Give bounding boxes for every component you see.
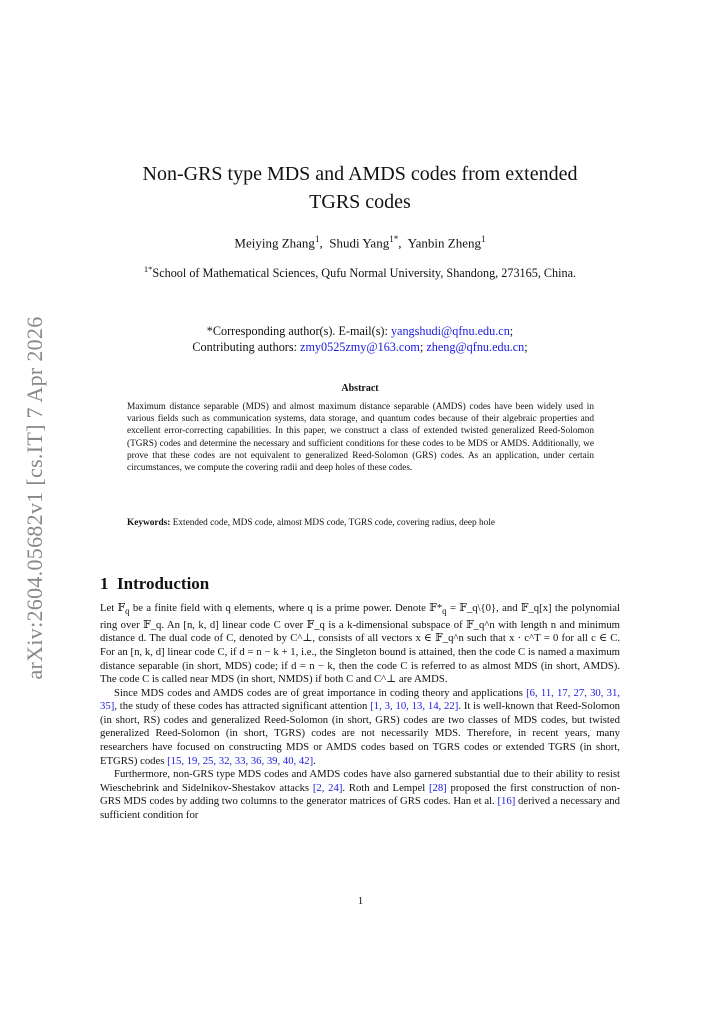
text-run: Since MDS codes and AMDS codes are of great importance in coding theory and applications [114,686,527,699]
author-affil-mark: 1 [481,234,486,244]
paragraph [100,602,620,687]
section-heading [100,574,209,594]
corresponding-label: *Corresponding author(s). E-mail(s): [206,324,388,338]
text-run: . Roth and Lempel [342,781,429,794]
keywords-text: Extended code, MDS code, almost MDS code, TGRS code, covering radius, deep hole [172,518,496,528]
section-body [100,602,620,823]
citation-link[interactable]: [16] [497,795,516,808]
text-run: be a finite field with q elements, where q is a prime power. Denote 𝔽* [129,602,443,614]
contributing-line: Contributing authors: zmy0525zmy@163.com; zheng@qfnu.edu.cn; [192,340,528,354]
author-affil-mark: 1 [314,234,320,244]
author-affil-mark: 1* [389,234,399,244]
page-number: 1 [357,895,364,907]
contributing-label: Contributing authors: [192,340,297,354]
text-run: = 𝔽_q\{0}, and 𝔽_q[x] the polynomial ring over 𝔽_q. An [n, k, d] linear code C over 𝔽_q is a k-dimensional subspace of 𝔽_q^n with length n and minimum distance d. The dual code of C, denoted by C^⊥, consists of all vectors x ∈ 𝔽_q^n such that x · c^T = 0 for all c ∈ C. For an [n, k, d] linear code C, if d = n − k + 1, i.e., the Singleton bound is attained, then the code C is named a maximum distance separable (in short, MDS) code; if d = n − k, then the code C is referred to as almost MDS (in short, AMDS). The code C is called near MDS (in short, NMDS) if both C and C^⊥ are AMDS. [100,602,620,686]
text-run: Let 𝔽 [100,602,126,614]
author-list: Meiying Zhang$^1$, Shudi Yang$^{1*}$, Yanbin Zheng$^1$ [234,234,486,251]
contributing-email-link-1[interactable]: zmy0525zmy@163.com [300,340,420,354]
abstract-heading: Abstract [341,383,379,394]
title-line-1: Non-GRS type MDS and AMDS codes from extended [142,163,578,185]
citation-link[interactable]: [15, 19, 25, 32, 33, 36, 39, 40, 42] [167,754,314,767]
keywords-label: Keywords: [127,518,171,528]
paragraph [100,768,620,822]
text-run: derived a necessary and sufficient condition for [100,795,620,822]
text-sub: q [442,606,447,617]
section-number: 1 [100,574,109,593]
author-name: Meiying Zhang [234,235,315,251]
citation-link[interactable]: [28] [428,781,447,794]
contact-info [110,323,610,355]
keywords [127,518,594,528]
section-title: Introduction [117,574,210,593]
text-run: Furthermore, non-GRS type MDS codes and AMDS codes have also garnered substantial due to their ability to resist Wieschebrink and Sidelnikov-Shestakov attacks [100,768,620,794]
text-run: proposed the first construction of non-GRS MDS codes by adding two columns to the generator matrices of GRS codes. Han et al. [100,781,621,808]
citation-link[interactable]: [2, 24] [312,781,343,794]
paragraph [100,687,620,769]
arxiv-id: arXiv:2604.05682v1 [cs.IT] 7 Apr 2026 [22,316,47,680]
arxiv-sidebar-stamp [18,308,52,688]
affiliation [110,261,610,281]
citation-link[interactable]: [1, 3, 10, 13, 14, 22] [370,700,459,713]
text-run: , the study of these codes has attracted significant attention [114,700,371,713]
paper-title [100,160,620,216]
author-name: Shudi Yang [329,235,390,251]
text-run: . [313,754,316,767]
contributing-email-link-2[interactable]: zheng@qfnu.edu.cn [426,340,525,354]
affiliation-text: School of Mathematical Sciences, Qufu Normal University, Shandong, 273165, China. [152,266,577,281]
citation-link[interactable]: [6, 11, 17, 27, 30, 31, 35] [100,686,620,713]
corresponding-line: *Corresponding author(s). E-mail(s): yangshudi@qfnu.edu.cn; [206,324,514,338]
text-sub: q [125,606,130,617]
title-line-2: TGRS codes [309,191,411,213]
abstract-text: Maximum distance separable (MDS) and almost maximum distance separable (AMDS) codes have been widely used in various fields such as communication systems, data storage, and quantum codes because of their algebraic properties and excellent error-correcting capabilities. In this paper, we construct a class of extended twisted generalized Reed-Solomon (TGRS) codes and determine the necessary and sufficient conditions for these codes to be MDS or AMDS. Additionally, we prove that these codes are not equivalent to generalized Reed-Solomon (GRS) codes. As an application, under certain circumstances, we compute the covering radii and deep holes of these codes. [127,402,594,474]
text-run: . It is well-known that Reed-Solomon (in short, RS) codes and generalized Reed-Solomon (in short, GRS) codes are two classes of MDS codes, but twisted generalized Reed-Solomon (in short, TGRS) codes are not necessarily MDS. Therefore, in recent years, many researchers have focused on constructing MDS or AMDS codes based on TGRS codes or extended TGRS (in short, ETGRS) codes [100,700,621,767]
affiliation-mark: 1* [143,264,153,274]
author-name: Yanbin Zheng [407,235,482,251]
corresponding-email-link[interactable]: yangshudi@qfnu.edu.cn [390,324,510,338]
